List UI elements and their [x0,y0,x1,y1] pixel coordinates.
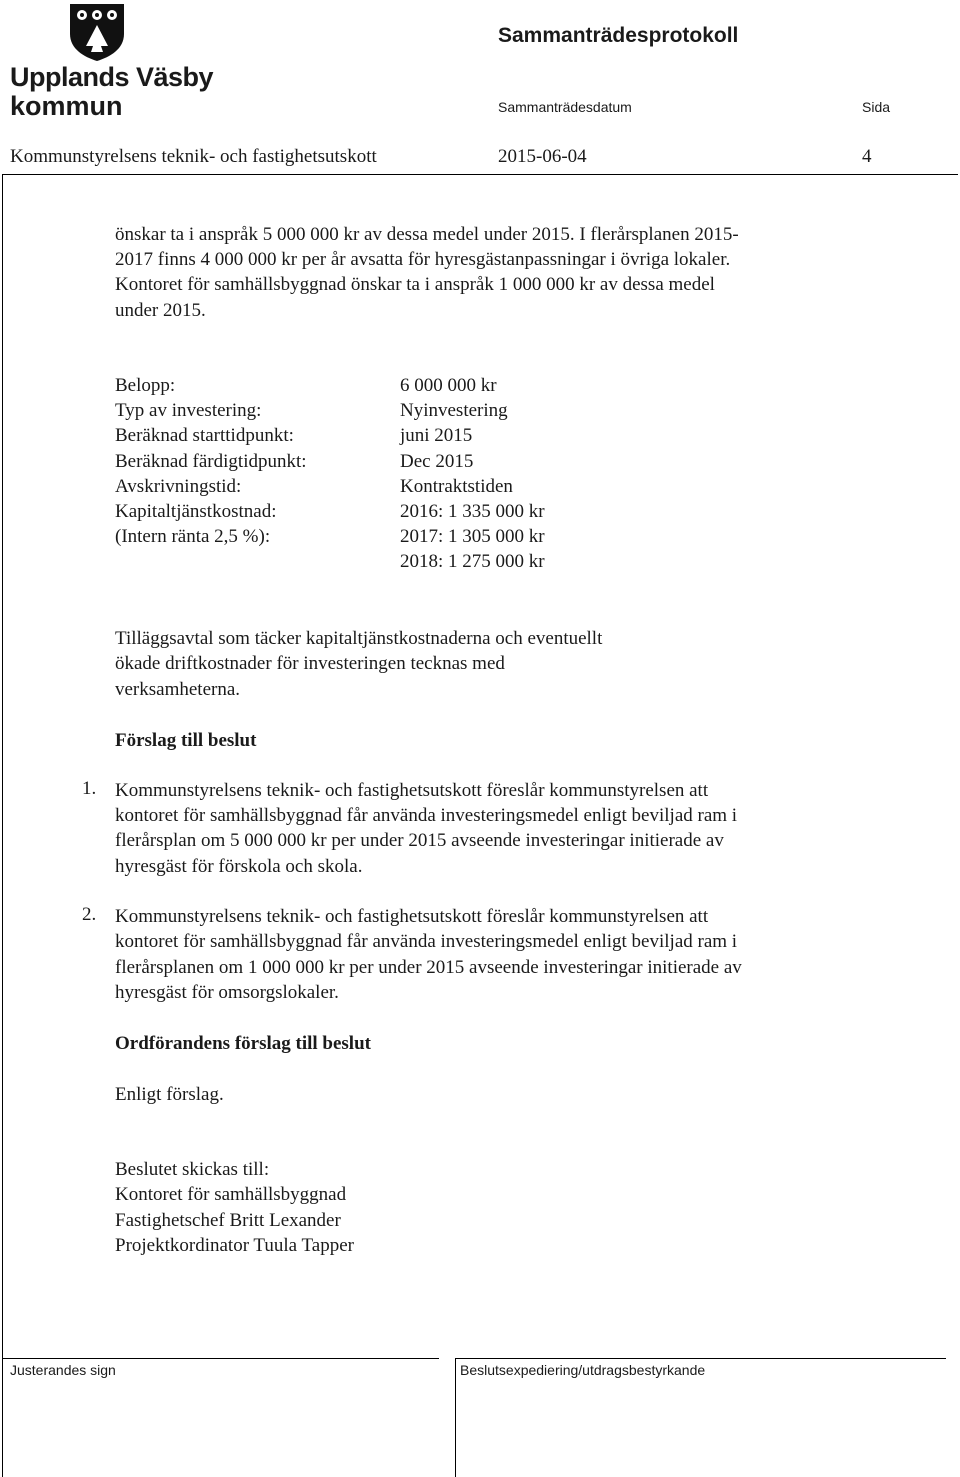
footer-divider-right [455,1358,946,1359]
left-margin-rule [2,174,3,1477]
chair-proposal-heading: Ordförandens förslag till beslut [115,1033,371,1054]
distribution-recipient: Kontoret för samhällsbyggnad [115,1184,347,1205]
meeting-date-label: Sammanträdesdatum [498,99,632,115]
municipality-logo [10,2,214,124]
page-label: Sida [862,99,891,115]
intro-line: 2017 finns 4 000 000 kr per år avsatta för hyresgästanpassningar i övriga lokaler. [115,249,731,270]
page-number: 4 [862,146,872,167]
distribution-recipient: Projektkordinator Tuula Tapper [115,1235,354,1256]
logo-name-line2: kommun [10,91,123,121]
logo-name-line1: Upplands Väsby [10,62,214,92]
intro-line: önskar ta i anspråk 5 000 000 kr av dessa medel under 2015. I flerårsplanen 2015- [115,224,739,245]
item-line: hyresgäst för förskola och skola. [115,856,363,877]
fact-value: Dec 2015 [400,450,474,472]
fact-label: (Intern ränta 2,5 %): [115,526,271,548]
dispatch-label: Beslutsexpediering/utdragsbestyrkande [460,1362,706,1378]
item-number: 1. [82,778,97,799]
distribution-heading: Beslutet skickas till: [115,1159,270,1180]
fact-label: Beräknad färdigtidpunkt: [115,450,307,472]
fact-value: juni 2015 [400,425,473,447]
supplement-line: Tilläggsavtal som täcker kapitaltjänstkostnaderna och eventuellt [115,628,603,649]
fact-value: 2017: 1 305 000 kr [400,526,545,548]
fact-label: Kapitaltjänstkostnad: [115,500,277,522]
fact-value: Nyinvestering [400,400,508,422]
signature-label: Justerandes sign [10,1362,116,1378]
chair-proposal-text: Enligt förslag. [115,1084,224,1105]
item-line: flerårsplan om 5 000 000 kr per under 2015 avseende investeringar initierade av [115,830,724,851]
item-line: hyresgäst för omsorgslokaler. [115,982,339,1003]
item-line: kontoret för samhällsbyggnad får använda investeringsmedel enligt beviljad ram i [115,805,738,826]
intro-line: under 2015. [115,300,206,321]
fact-label: Avskrivningstid: [115,475,242,497]
supplement-line: ökade driftkostnader för investeringen tecknas med [115,653,505,674]
fact-label: Beräknad starttidpunkt: [115,425,294,447]
intro-line: Kontoret för samhällsbyggnad önskar ta i anspråk 1 000 000 kr av dessa medel [115,274,715,295]
footer-column-divider [455,1358,456,1477]
committee-name: Kommunstyrelsens teknik- och fastighetsutskott [10,146,377,167]
coat-of-arms-icon [66,2,128,62]
item-line: flerårsplanen om 1 000 000 kr per under 2015 avseende investeringar initierade av [115,957,742,978]
fact-value: 6 000 000 kr [400,375,497,396]
item-line: Kommunstyrelsens teknik- och fastighetsutskott föreslår kommunstyrelsen att [115,906,709,927]
distribution-recipient: Fastighetschef Britt Lexander [115,1210,341,1231]
fact-label: Belopp: [115,375,176,396]
supplement-line: verksamheterna. [115,679,241,700]
item-line: Kommunstyrelsens teknik- och fastighetsutskott föreslår kommunstyrelsen att [115,780,709,801]
footer-divider-left [2,1358,439,1359]
proposal-heading: Förslag till beslut [115,730,257,751]
document-title: Sammanträdesprotokoll [498,24,739,47]
item-number: 2. [82,904,97,925]
fact-value: 2018: 1 275 000 kr [400,551,545,573]
header-divider [2,174,958,175]
fact-value: 2016: 1 335 000 kr [400,500,545,522]
item-line: kontoret för samhällsbyggnad får använda investeringsmedel enligt beviljad ram i [115,931,738,952]
fact-value: Kontraktstiden [400,475,513,497]
meeting-date: 2015-06-04 [498,146,587,167]
fact-label: Typ av investering: [115,400,262,422]
